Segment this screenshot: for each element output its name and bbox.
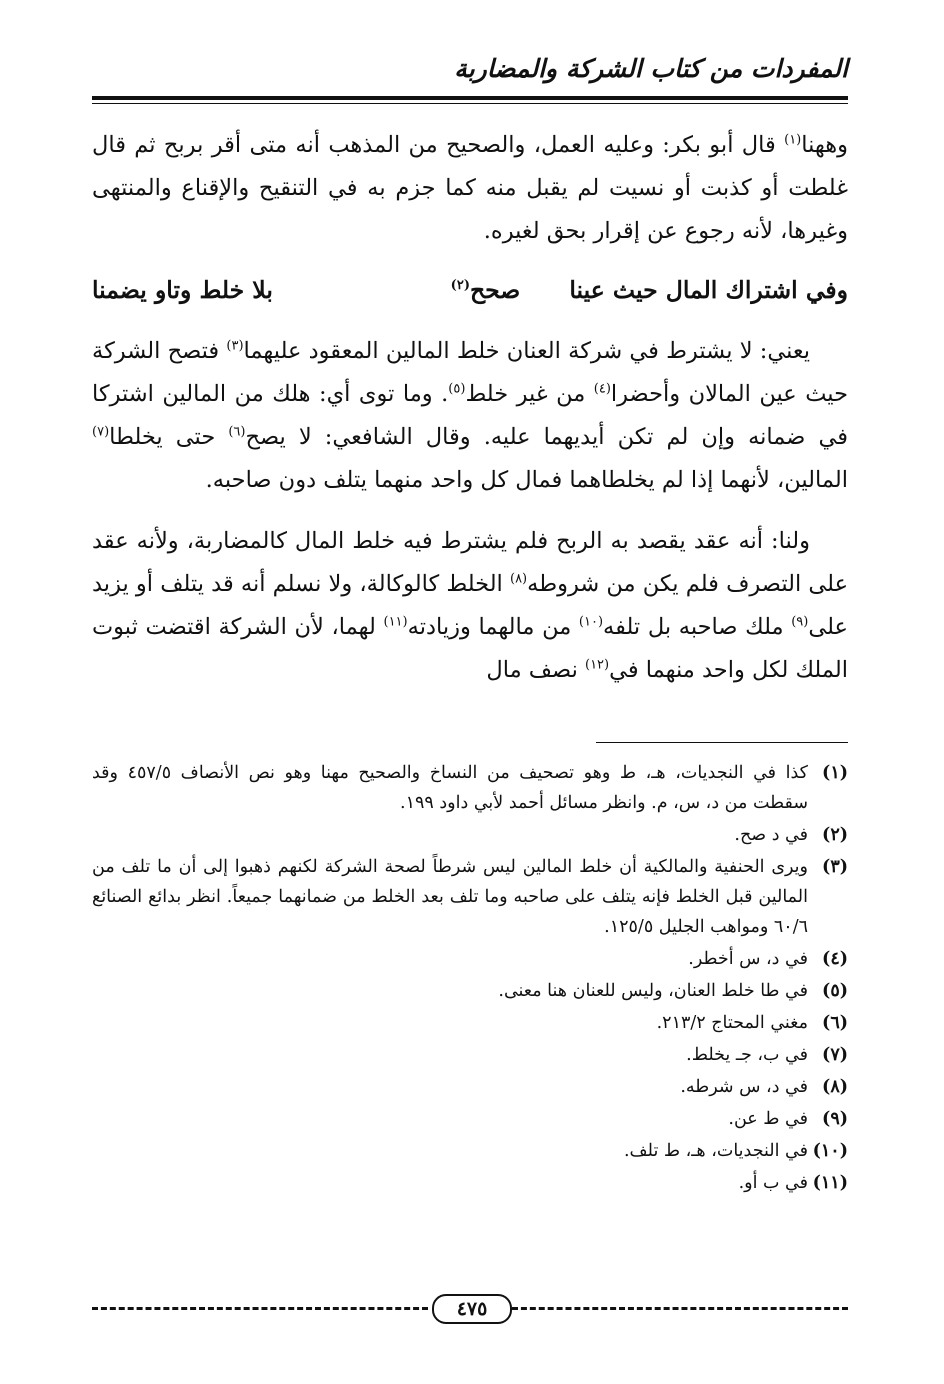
footnote-text: في د صح. (734, 825, 808, 845)
footnote-text: في ب أو. (738, 1173, 808, 1193)
footer-dashed-rule-left (92, 1307, 428, 1310)
footnote-item (92, 1136, 848, 1166)
footnote-number: (١) (822, 763, 848, 783)
footnote-number: (١٠) (812, 1141, 848, 1161)
book-page (92, 40, 848, 1340)
footnote-item (92, 1104, 848, 1134)
running-header: المفردات من كتاب الشركة والمضاربة (454, 54, 848, 83)
header-rule-thin (92, 103, 848, 104)
footnote-marker: (٥) (448, 381, 466, 397)
main-text (92, 124, 848, 692)
footnote-item (92, 1072, 848, 1102)
footnote-marker: (٣) (226, 338, 244, 354)
footnote-text: كذا في النجديات، هـ، ط وهو تصحيف من النساخ والصحيح مهنا وهو نص الأنصاف ٤٥٧/٥ وقد سقطت من د، س، م. وانظر مسائل أحمد لأبي داود ١٩٩. (92, 763, 808, 813)
paragraph-2: يعني: لا يشترط في شركة العنان خلط المالين المعقود عليهما$^{(٣)}$ فتصح الشركة حيث عين المالان وأحضرا$^{(٤)}$ من غير خلط$^{(٥)}$. وما توى أي: هلك من المالين اشتركا في ضمانه وإن لم تكن أيديهما عليه. وقال الشافعي: لا يصح$^{(٦)}$ حتى يخلطا$^{(٧)}$ المالين، لأنهما إذا لم يخلطاهما فمال كل واحد منهما يتلف دون صاحبه. (92, 338, 848, 493)
footnote-marker: (٧) (92, 424, 110, 440)
footnote-number: (٧) (822, 1045, 848, 1065)
footnote-item (92, 1008, 848, 1038)
footnote-marker: (٨) (509, 571, 528, 587)
footnote-number: (٨) (822, 1077, 848, 1097)
footnote-item (92, 944, 848, 974)
page-footer (92, 1294, 848, 1322)
paragraph-3: ولنا: أنه عقد يقصد به الربح فلم يشترط فيه خلط المال كالمضاربة، ولأنه عقد على التصرف فلم يكن من شروطه$^{(٨)}$ الخلط كالوكالة، ولا نسلم أنه قد يتلف أو يزيد على$^{(٩)}$ ملك صاحبه بل تلفه$^{(١٠)}$ من مالهما وزيادته$^{(١١)}$ لهما، لأن الشركة اقتضت ثبوت الملك لكل واحد منهما في$^{(١٢)}$ نصف مال (92, 528, 849, 683)
paragraph-1: وههنا$^{(١)}$ قال أبو بكر: وعليه العمل، والصحيح من المذهب أنه متى أقر بربح ثم قال غلطت أو كذبت أو نسيت لم يقبل منه كما جزم به في التنقيح والإقناع والمنتهى وغيرها، لأنه رجوع عن إقرار بحق لغيره. (92, 132, 848, 244)
footnote-number: (٣) (822, 857, 848, 877)
footnote-marker: (١٢) (584, 657, 610, 673)
footnote-text: في النجديات، هـ، ط تلف. (623, 1141, 808, 1161)
footnote-marker: (١) (784, 132, 802, 148)
footnote-number: (٦) (822, 1013, 848, 1033)
footnote-marker: (١٠) (578, 614, 604, 630)
footnote-text: في د، س أخطر. (688, 949, 808, 969)
footnote-text: مغني المحتاج ٢١٣/٢. (656, 1013, 808, 1033)
footnote-marker: (١١) (383, 614, 408, 630)
header-rule-thick (92, 96, 848, 100)
footnotes (92, 758, 848, 1200)
footnote-item (92, 1040, 848, 1070)
footer-dashed-rule-right (512, 1307, 848, 1310)
footnote-text: ويرى الحنفية والمالكية أن خلط المالين ليس شرطاً لصحة الشركة لكنهم ذهبوا إلى أن ما تلف من المالين قبل الخلط فإنه يتلف على صاحبه وما تلف بعد الخلط من ضمانهما جميعاً. انظر بدائع الصنائع ٦٠/٦ ومواهب الجليل ١٢٥/٥. (92, 857, 808, 937)
footnote-text: في ط عن. (728, 1109, 808, 1129)
footnote-marker: (٦) (228, 424, 246, 440)
footnote-item (92, 852, 848, 942)
footnote-number: (٩) (822, 1109, 848, 1129)
footnote-text: في طا خلط العنان، وليس للعنان هنا معنى. (498, 981, 808, 1001)
page-number: ٤٧٥ (432, 1294, 512, 1324)
verse-second-hemistich: بلا خلط وتاو يضمنا (92, 276, 273, 304)
verse-line (92, 269, 848, 312)
footnote-text: في د، س شرطه. (680, 1077, 808, 1097)
footnote-item (92, 820, 848, 850)
footnote-number: (٥) (822, 981, 848, 1001)
footnote-item (92, 1168, 848, 1198)
footnote-number: (١١) (812, 1173, 848, 1193)
footnote-number: (٢) (822, 825, 848, 845)
footnote-marker: (٤) (593, 381, 611, 397)
footnote-number: (٤) (822, 949, 848, 969)
footnote-text: في ب، جـ يخلط. (686, 1045, 808, 1065)
footnote-marker: (٢) (450, 278, 470, 294)
footnote-marker: (٩) (791, 614, 809, 630)
footnote-item (92, 758, 848, 818)
verse-first-hemistich: وفي اشتراك المال حيث عينا صحح$^{(٢)}$ (450, 276, 848, 304)
footnote-item (92, 976, 848, 1006)
footnote-separator (596, 742, 848, 743)
